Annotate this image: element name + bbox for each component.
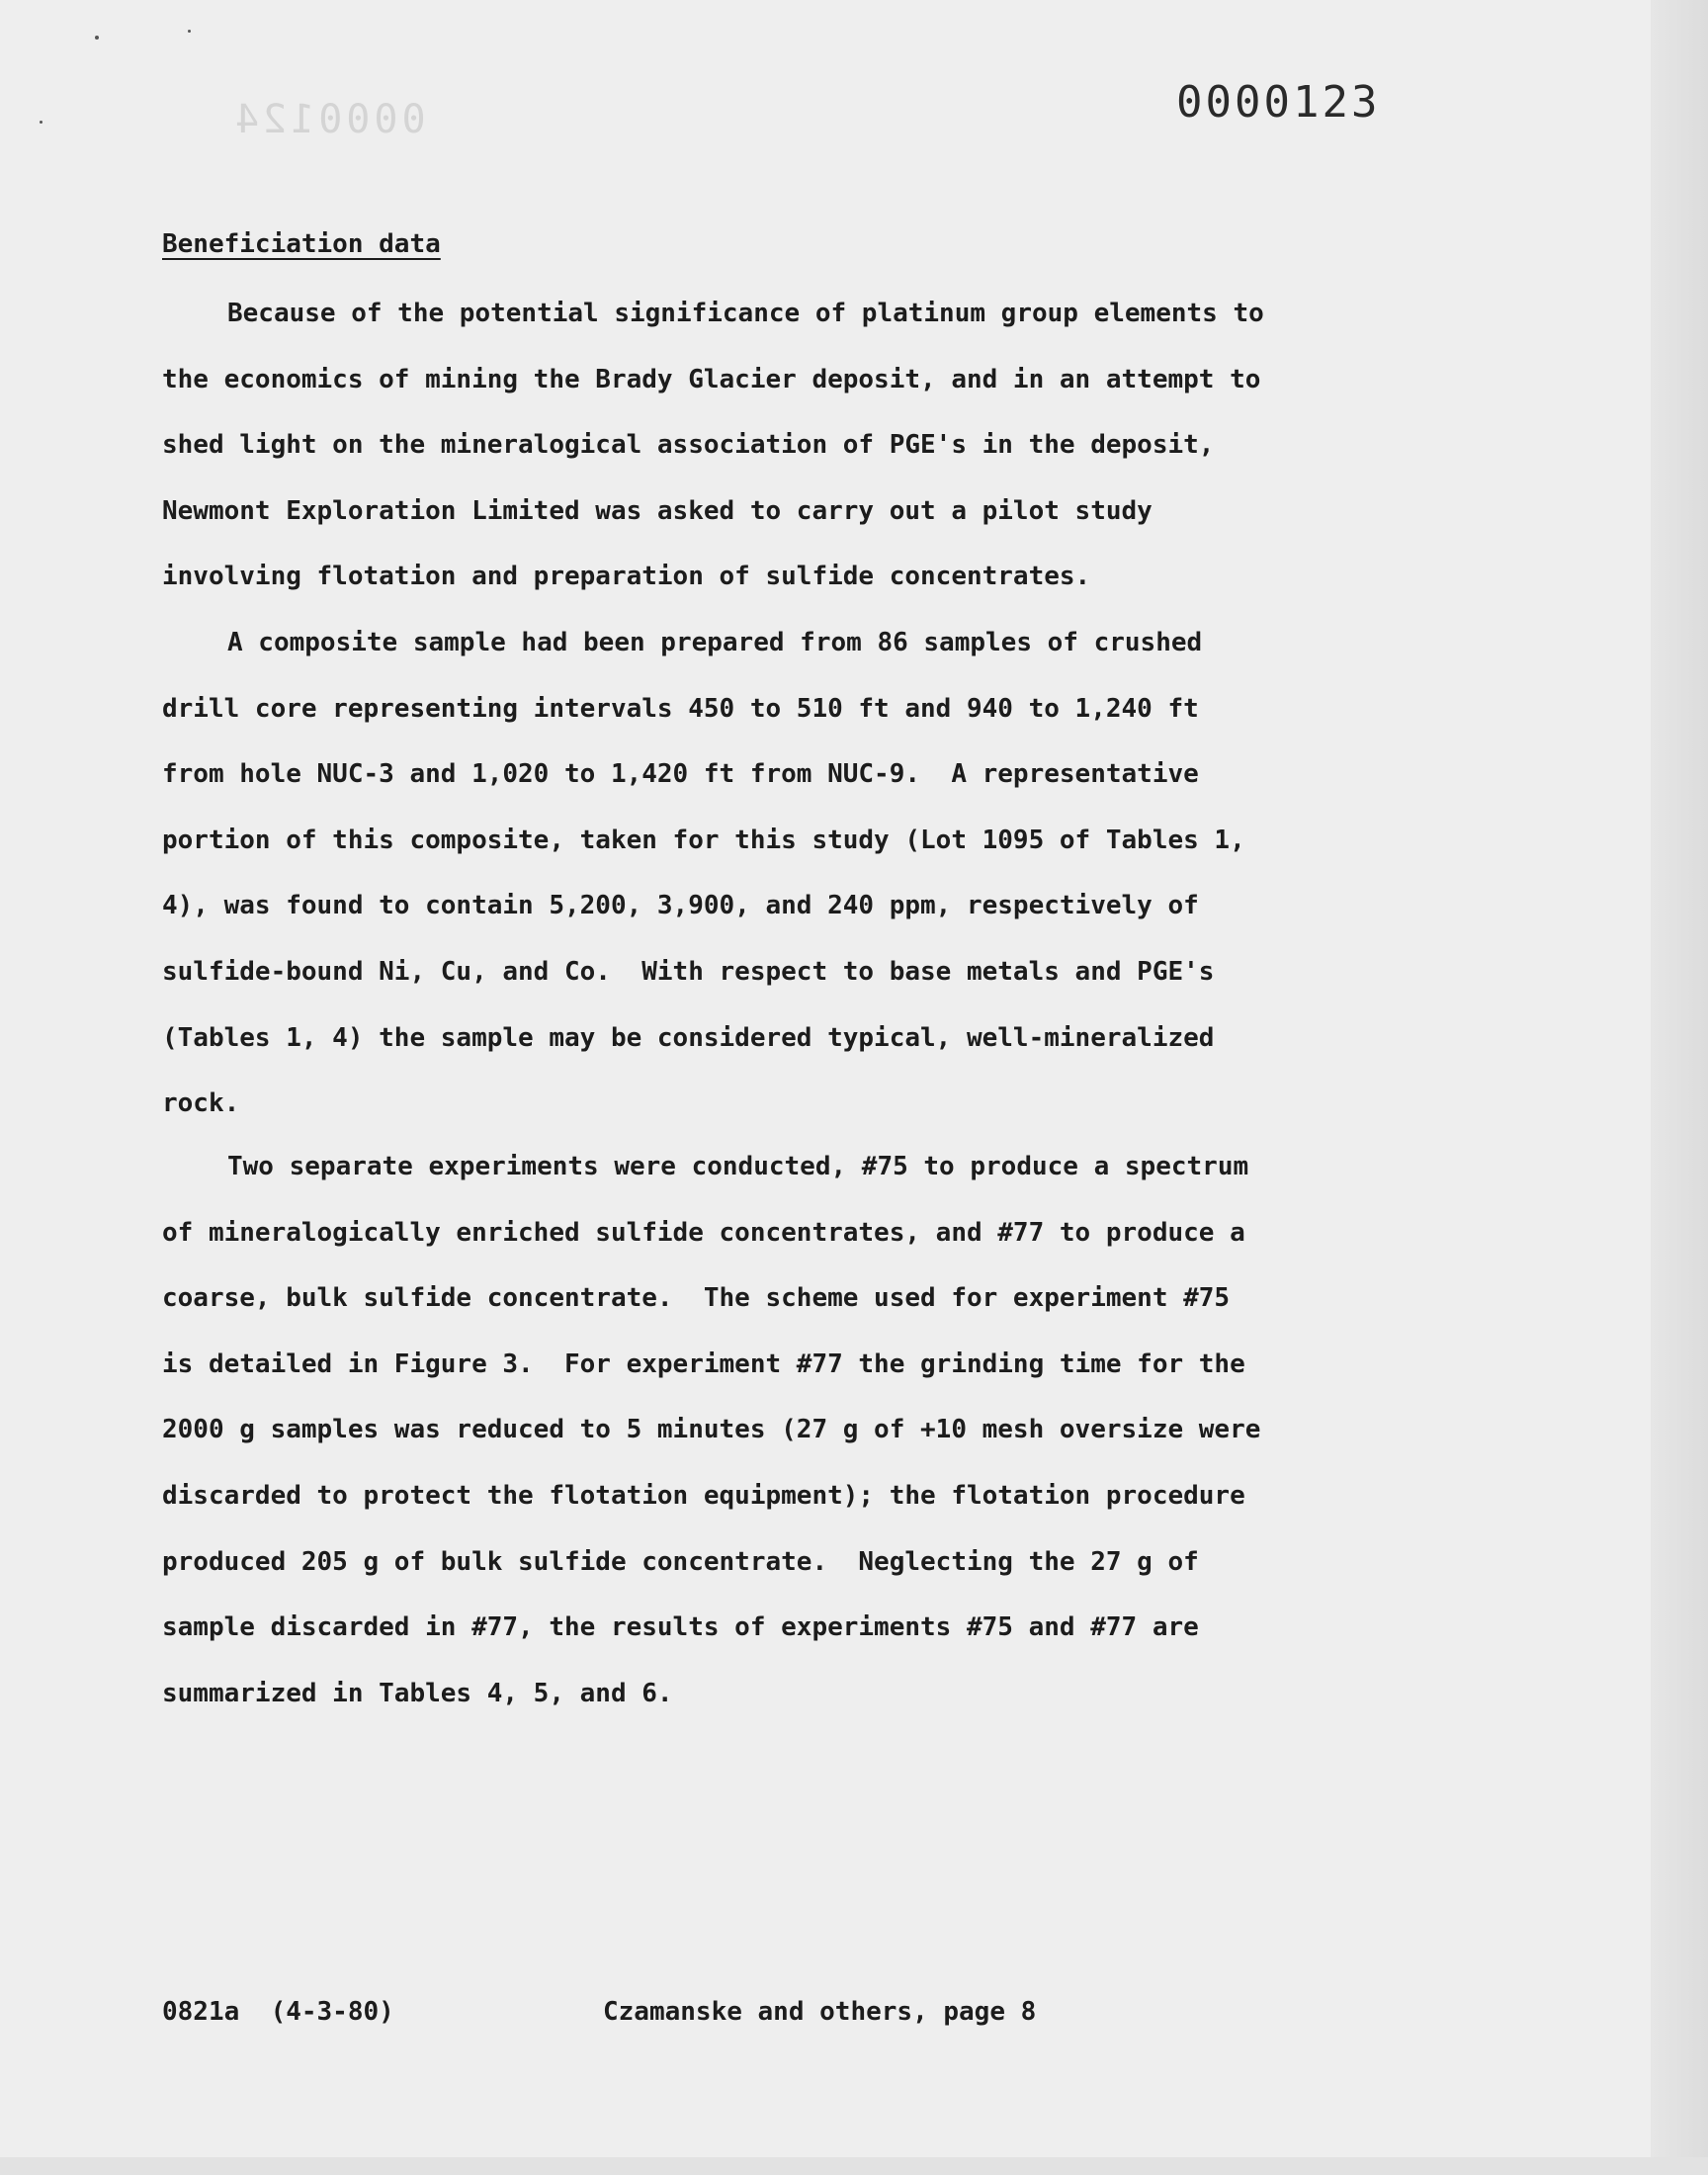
text-line: rock. bbox=[162, 1088, 240, 1119]
scan-speck bbox=[95, 36, 99, 40]
scan-speck bbox=[188, 30, 191, 33]
paragraph-2 bbox=[162, 610, 1348, 1137]
text-line: of mineralogically enriched sulfide concentrates, and #77 to produce a bbox=[162, 1217, 1245, 1248]
text-line: summarized in Tables 4, 5, and 6. bbox=[162, 1678, 673, 1708]
paragraph-lines bbox=[162, 1134, 1348, 1726]
section-heading: Beneficiation data bbox=[162, 229, 441, 259]
page-bottom-edge bbox=[0, 2157, 1708, 2175]
paragraph-lines bbox=[162, 610, 1348, 1137]
text-line: 4), was found to contain 5,200, 3,900, and 240 ppm, respectively of bbox=[162, 891, 1199, 921]
page-edge-shadow bbox=[1651, 0, 1708, 2175]
footer-doc-id: 0821a (4-3-80) bbox=[162, 1997, 394, 2027]
text-line: sample discarded in #77, the results of experiments #75 and #77 are bbox=[162, 1612, 1199, 1643]
text-line: sulfide-bound Ni, Cu, and Co. With respect to base metals and PGE's bbox=[162, 956, 1215, 987]
text-line: is detailed in Figure 3. For experiment #77 the grinding time for the bbox=[162, 1348, 1245, 1379]
text-line: the economics of mining the Brady Glacier deposit, and in an attempt to bbox=[162, 364, 1261, 394]
text-line: involving flotation and preparation of sulfide concentrates. bbox=[162, 562, 1091, 592]
text-line: discarded to protect the flotation equipment); the flotation procedure bbox=[162, 1480, 1245, 1511]
text-line: 2000 g samples was reduced to 5 minutes (27 g of +10 mesh oversize were bbox=[162, 1415, 1261, 1445]
text-line: A composite sample had been prepared from 86 samples of crushed bbox=[227, 628, 1203, 657]
text-line: shed light on the mineralogical association of PGE's in the deposit, bbox=[162, 430, 1215, 461]
text-line: Newmont Exploration Limited was asked to carry out a pilot study bbox=[162, 495, 1153, 526]
page-stamp-number: 0000123 bbox=[1176, 77, 1381, 128]
text-line: produced 205 g of bulk sulfide concentrate. Neglecting the 27 g of bbox=[162, 1546, 1199, 1577]
paragraph-3 bbox=[162, 1134, 1348, 1726]
text-line: drill core representing intervals 450 to 510 ft and 940 to 1,240 ft bbox=[162, 693, 1199, 724]
bleed-through-stamp: 0000124 bbox=[231, 97, 426, 142]
text-line: portion of this composite, taken for this study (Lot 1095 of Tables 1, bbox=[162, 825, 1245, 855]
text-line: from hole NUC-3 and 1,020 to 1,420 ft from NUC-9. A representative bbox=[162, 759, 1199, 790]
paragraph-1 bbox=[162, 281, 1348, 610]
text-line: coarse, bulk sulfide concentrate. The scheme used for experiment #75 bbox=[162, 1283, 1231, 1314]
paragraph-lines bbox=[162, 281, 1348, 610]
footer-citation: Czamanske and others, page 8 bbox=[603, 1997, 1037, 2027]
text-line: Because of the potential significance of platinum group elements to bbox=[227, 299, 1264, 328]
text-line: (Tables 1, 4) the sample may be considered typical, well-mineralized bbox=[162, 1022, 1215, 1053]
scan-speck bbox=[40, 121, 43, 124]
text-line: Two separate experiments were conducted, #75 to produce a spectrum bbox=[227, 1152, 1249, 1181]
